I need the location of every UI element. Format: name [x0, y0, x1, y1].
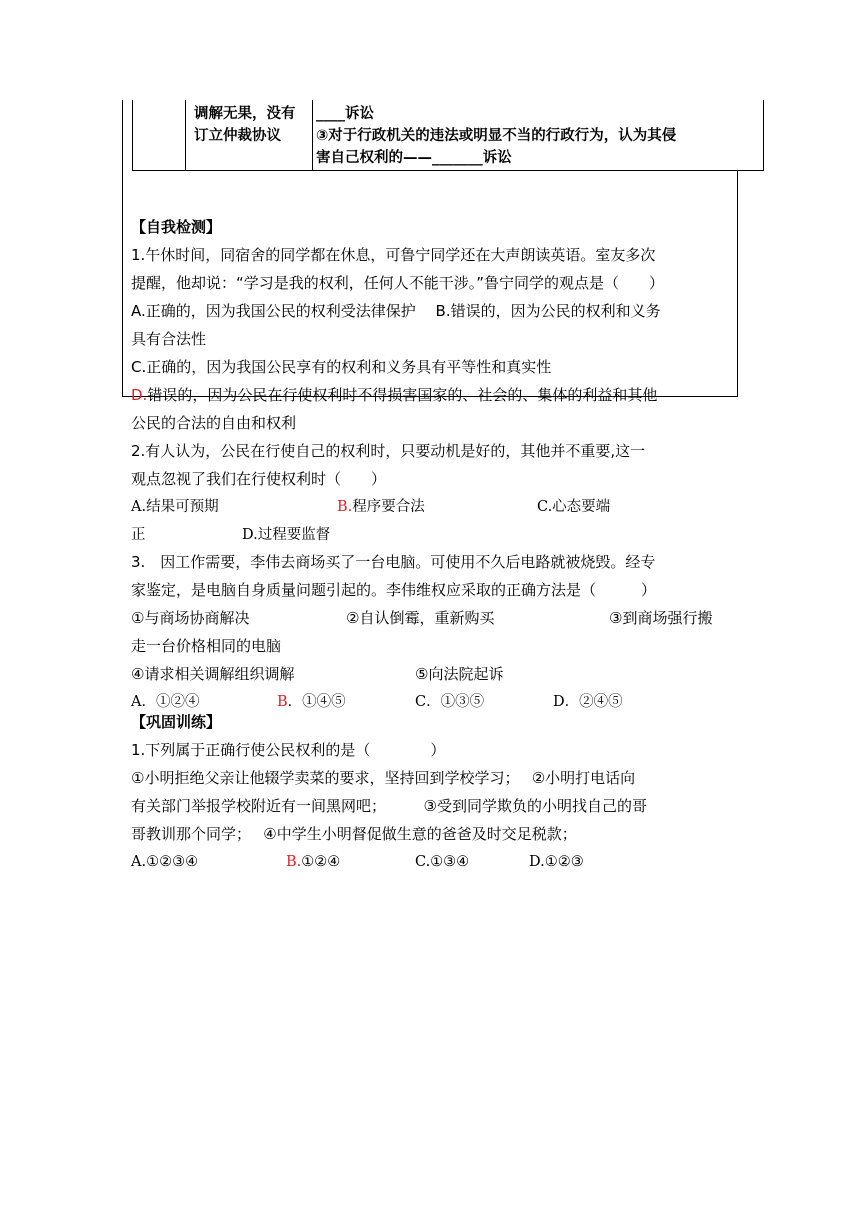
- question-2-line: 2.有人认为，公民在行使自己的权利时，只要动机是好的，其他并不重要,这一: [131, 442, 646, 460]
- question-1-line: 具有合法性: [131, 330, 207, 348]
- answer-mark: B: [277, 694, 288, 710]
- question-3-choice-2: ②自认倒霉，重新购买: [346, 609, 495, 627]
- answer-mark: D.: [131, 386, 148, 404]
- question-3-option-b: [277, 692, 346, 712]
- frame-left-border: [122, 100, 123, 397]
- answer-mark: B.: [286, 854, 302, 870]
- table-cell-line: ____诉讼: [316, 106, 374, 122]
- question-1-option-d: [131, 385, 657, 405]
- frame-right-border: [737, 170, 738, 397]
- table-col-divider-2: [185, 100, 186, 170]
- question-2-option-a: A.结果可预期: [131, 499, 219, 515]
- table-col-divider-3: [312, 100, 313, 170]
- option-text: 错误的，因为公民在行使权利时不得损害国家的、社会的、集体的利益和其他: [147, 386, 658, 404]
- table-col-divider-4: [763, 100, 764, 170]
- question-1-line: 公民的合法的自由和权利: [131, 414, 297, 432]
- question-1-line: 1.午休时间，同宿舍的同学都在休息，可鲁宁同学还在大声朗读英语。室友多次: [131, 246, 656, 264]
- question-3-choice-3: ③到商场强行搬: [609, 609, 713, 627]
- exercise-1-option-a: A.①②③④: [131, 854, 199, 870]
- question-3-option-c: C．①③⑤: [415, 694, 485, 710]
- exercise-1-line: ①小明拒绝父亲让他辍学卖菜的要求，坚持回到学校学习； ②小明打电话向: [131, 769, 636, 787]
- exercise-1-option-d: D.①②③: [529, 854, 584, 870]
- table-cell-line: 调解无果，没有: [194, 106, 296, 122]
- exercise-1-option-b: [286, 852, 340, 872]
- table-cell-line: ③对于行政机关的违法或明显不当的行政行为，认为其侵: [316, 128, 677, 144]
- section-heading-self-test: 【自我检测】: [131, 218, 222, 236]
- table-cell-litigation: [316, 103, 762, 169]
- option-text: 程序要合法: [352, 499, 425, 515]
- question-3-option-d: D．②④⑤: [553, 694, 623, 710]
- question-1-line: 提醒，他却说：“学习是我的权利，任何人不能干涉。”鲁宁同学的观点是（ ）: [131, 274, 665, 292]
- question-1-option-a-b: A.正确的，因为我国公民的权利受法律保护 B.错误的，因为公民的权利和义务: [131, 302, 661, 320]
- table-col-divider-1: [132, 100, 133, 170]
- question-3-line: 3. 因工作需要，李伟去商场买了一台电脑。可使用不久后电路就被烧毁。经专: [131, 553, 656, 571]
- question-1-option-c: C.正确的，因为我国公民享有的权利和义务具有平等性和真实性: [131, 358, 552, 376]
- question-2-option-b: [337, 497, 425, 517]
- question-3-choice-4: ④请求相关调解组织调解: [131, 665, 295, 683]
- exercise-1-line: 1.下列属于正确行使公民权利的是（ ）: [131, 741, 446, 759]
- question-2-option-d: D.过程要监督: [242, 527, 331, 543]
- question-3-line: 走一台价格相同的电脑: [131, 637, 282, 655]
- section-heading-consolidation: 【巩固训练】: [131, 713, 222, 731]
- question-3-option-a: A．①②④: [131, 694, 200, 710]
- answer-mark: B.: [337, 499, 353, 515]
- question-3-choice-1: ①与商场协商解决: [131, 609, 250, 627]
- option-text: ．①④⑤: [287, 694, 346, 710]
- option-text: ①②④: [301, 854, 341, 870]
- table-cell-line: 订立仲裁协议: [194, 128, 281, 144]
- question-2-line: 正: [131, 527, 146, 543]
- question-2-option-c: C.心态要端: [537, 499, 611, 515]
- exercise-1-option-c: C.①③④: [415, 854, 470, 870]
- table-cell-condition: [194, 103, 310, 147]
- question-2-line: 观点忽视了我们在行使权利时（ ）: [131, 470, 387, 488]
- exercise-1-line: 哥教训那个同学； ④中学生小明督促做生意的爸爸及时交足税款；: [131, 825, 577, 843]
- table-bottom-border: [132, 170, 764, 171]
- exercise-1-line: 有关部门举报学校附近有一间黑网吧； ③受到同学欺负的小明找自己的哥: [131, 797, 647, 815]
- question-3-line: 家鉴定，是电脑自身质量问题引起的。李伟维权应采取的正确方法是（ ）: [131, 581, 657, 599]
- question-3-choice-5: ⑤向法院起诉: [415, 665, 504, 683]
- table-cell-line: 害自己权利的——_______诉讼: [316, 150, 512, 166]
